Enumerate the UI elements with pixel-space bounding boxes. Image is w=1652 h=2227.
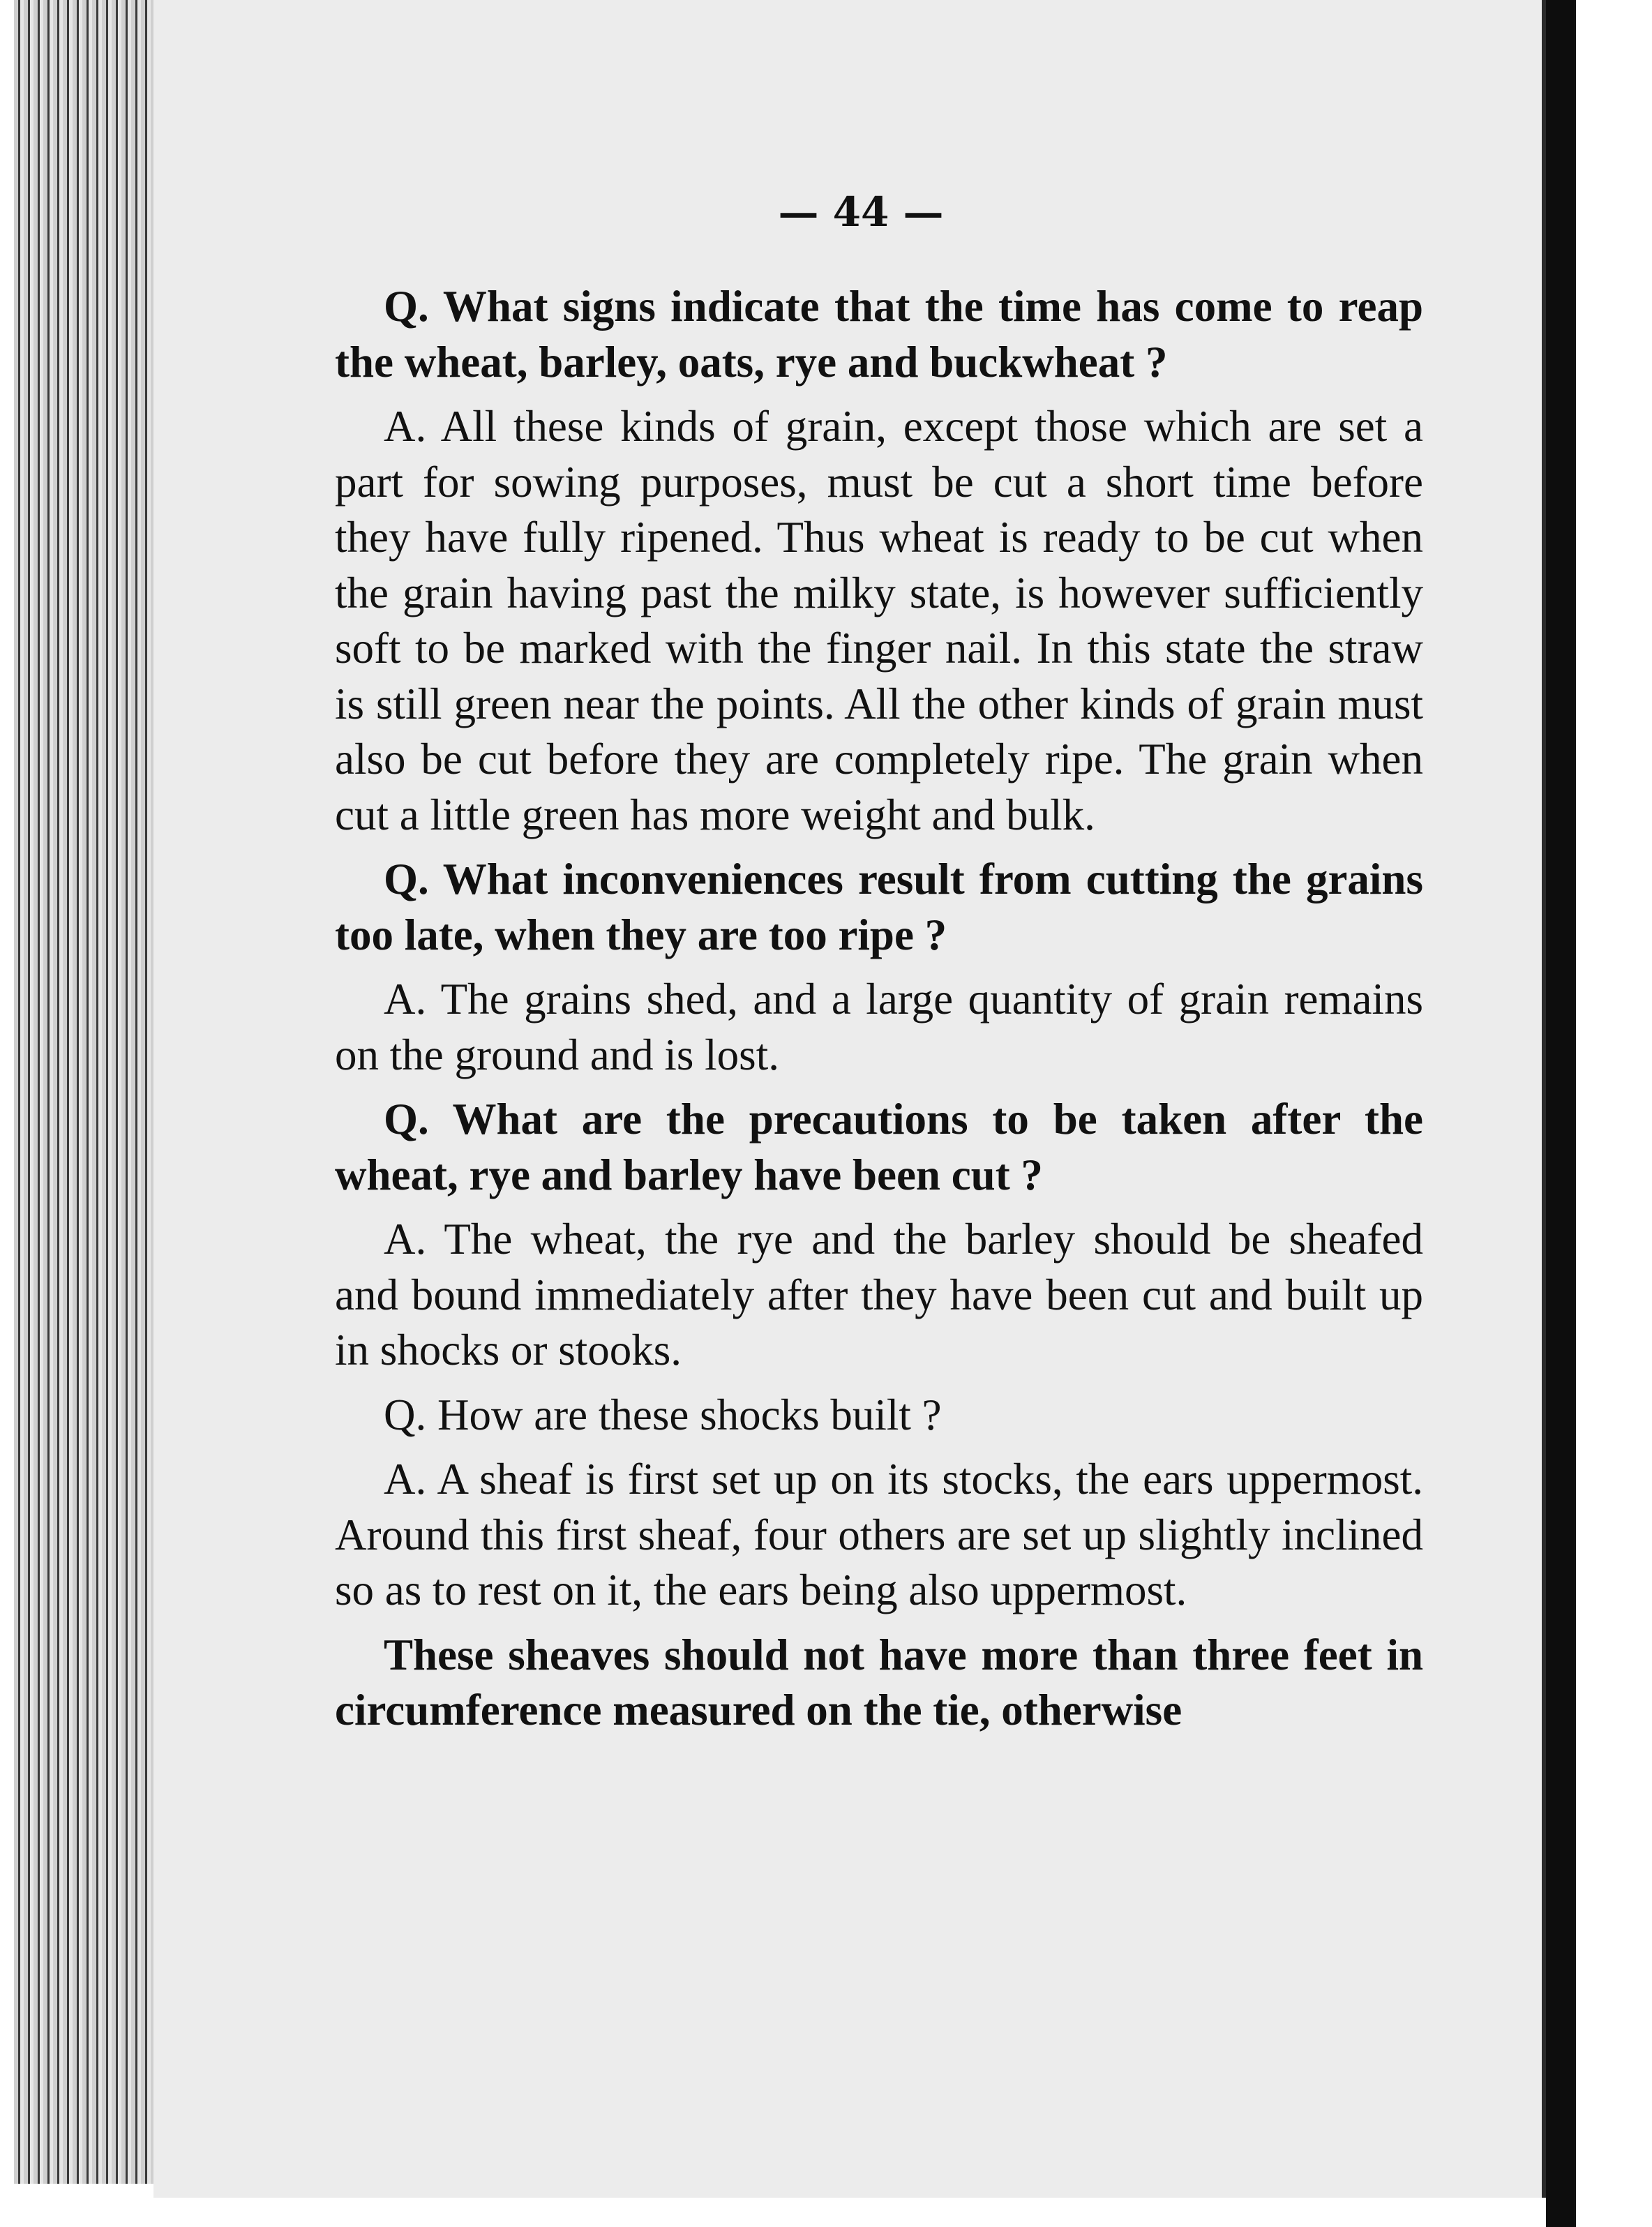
book-page-edges <box>14 0 153 2184</box>
answer-2: A. The grains shed, and a large quantity of grain remains on the ground and is lost. <box>335 975 1423 1079</box>
page-body <box>335 279 1423 1748</box>
book-gutter <box>1546 0 1574 2227</box>
closing-paragraph: These sheaves should not have more than three feet in circumference measured on the tie, otherwise <box>335 1630 1423 1734</box>
page-number: — 44 — <box>778 188 944 236</box>
question-3: Q. What are the precautions to be taken after the wheat, rye and barley have been cut ? <box>335 1095 1423 1199</box>
answer-4: A. A sheaf is first set up on its stocks, the ears uppermost. Around this first sheaf, four others are set up slightly inclined so as to rest on it, the ears being also uppermost. <box>335 1455 1423 1614</box>
question-1: Q. What signs indicate that the time has come to reap the wheat, barley, oats, rye and buckwheat ? <box>335 282 1423 387</box>
question-2: Q. What inconveniences result from cutting the grains too late, when they are too ripe ? <box>335 855 1423 959</box>
answer-3: A. The wheat, the rye and the barley should be sheafed and bound immediately after they have been cut and built up in shocks or stooks. <box>335 1215 1423 1374</box>
question-4: Q. How are these shocks built ? <box>384 1390 942 1439</box>
adjacent-page-edge <box>1574 0 1652 2227</box>
answer-1: A. All these kinds of grain, except those which are set a part for sowing purposes, must be cut a short time before they have fully ripened. Thus wheat is ready to be cut when the grain having past the milky state, is however sufficiently soft to be marked with the finger nail. In this state the straw is still green near the points. All the other kinds of grain must also be cut before they are completely ripe. The grain when cut a little green has more weight and bulk. <box>335 402 1423 839</box>
